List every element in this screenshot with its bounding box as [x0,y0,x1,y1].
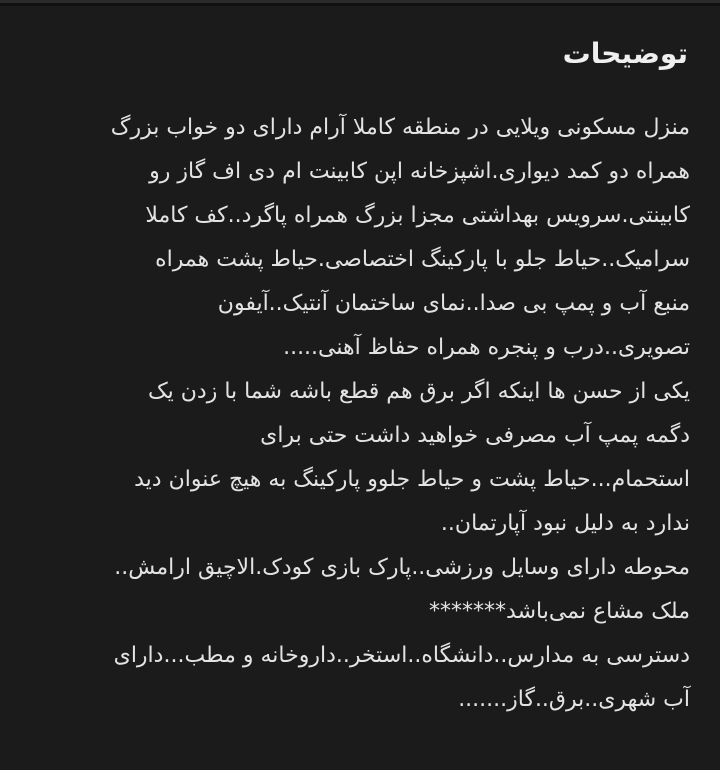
description-line: دسترسی به مدارس..دانشگاه..استخر..داروخانه و مطب...دارای [113,643,690,668]
description-line: منزل مسکونی ویلایی در منطقه کاملا آرام دارای دو خواب بزرگ [110,115,690,140]
top-divider [0,0,720,3]
description-line: استحمام...حیاط پشت و حیاط جلوو پارکینگ به هیچ عنوان دید [134,467,690,492]
description-line: ندارد به دلیل نبود آپارتمان.. [440,511,690,536]
description-line: یکی از حسن ها اینکه اگر برق هم قطع باشه شما با زدن یک [147,379,690,404]
description-line: تصویری..درب و پنجره همراه حفاظ آهنی..... [283,335,690,360]
description-line: منبع آب و پمپ بی صدا..نمای ساختمان آنتیک..آیفون [217,291,690,316]
description-line: محوطه دارای وسایل ورزشی..پارک بازی کودک.الاچیق ارامش.. [114,555,690,580]
description-line: سرامیک..حیاط جلو با پارکینگ اختصاصی.حیاط پشت همراه [155,247,690,272]
section-title: توضیحات [562,37,688,70]
description-line: آب شهری..برق..گاز....... [458,687,690,712]
description-text [0,74,720,722]
description-line: دگمه پمپ آب مصرفی خواهید داشت حتی برای [260,423,690,448]
description-line: ملک مشاع نمی‌باشد******* [429,599,690,624]
description-line: کابینتی.سرویس بهداشتی مجزا بزرگ همراه پاگرد..کف کاملا [145,203,690,228]
description-line: همراه دو کمد دیواری.اشپزخانه اپن کابینت ام دی اف گاز رو [149,159,690,184]
description-card [0,6,720,770]
